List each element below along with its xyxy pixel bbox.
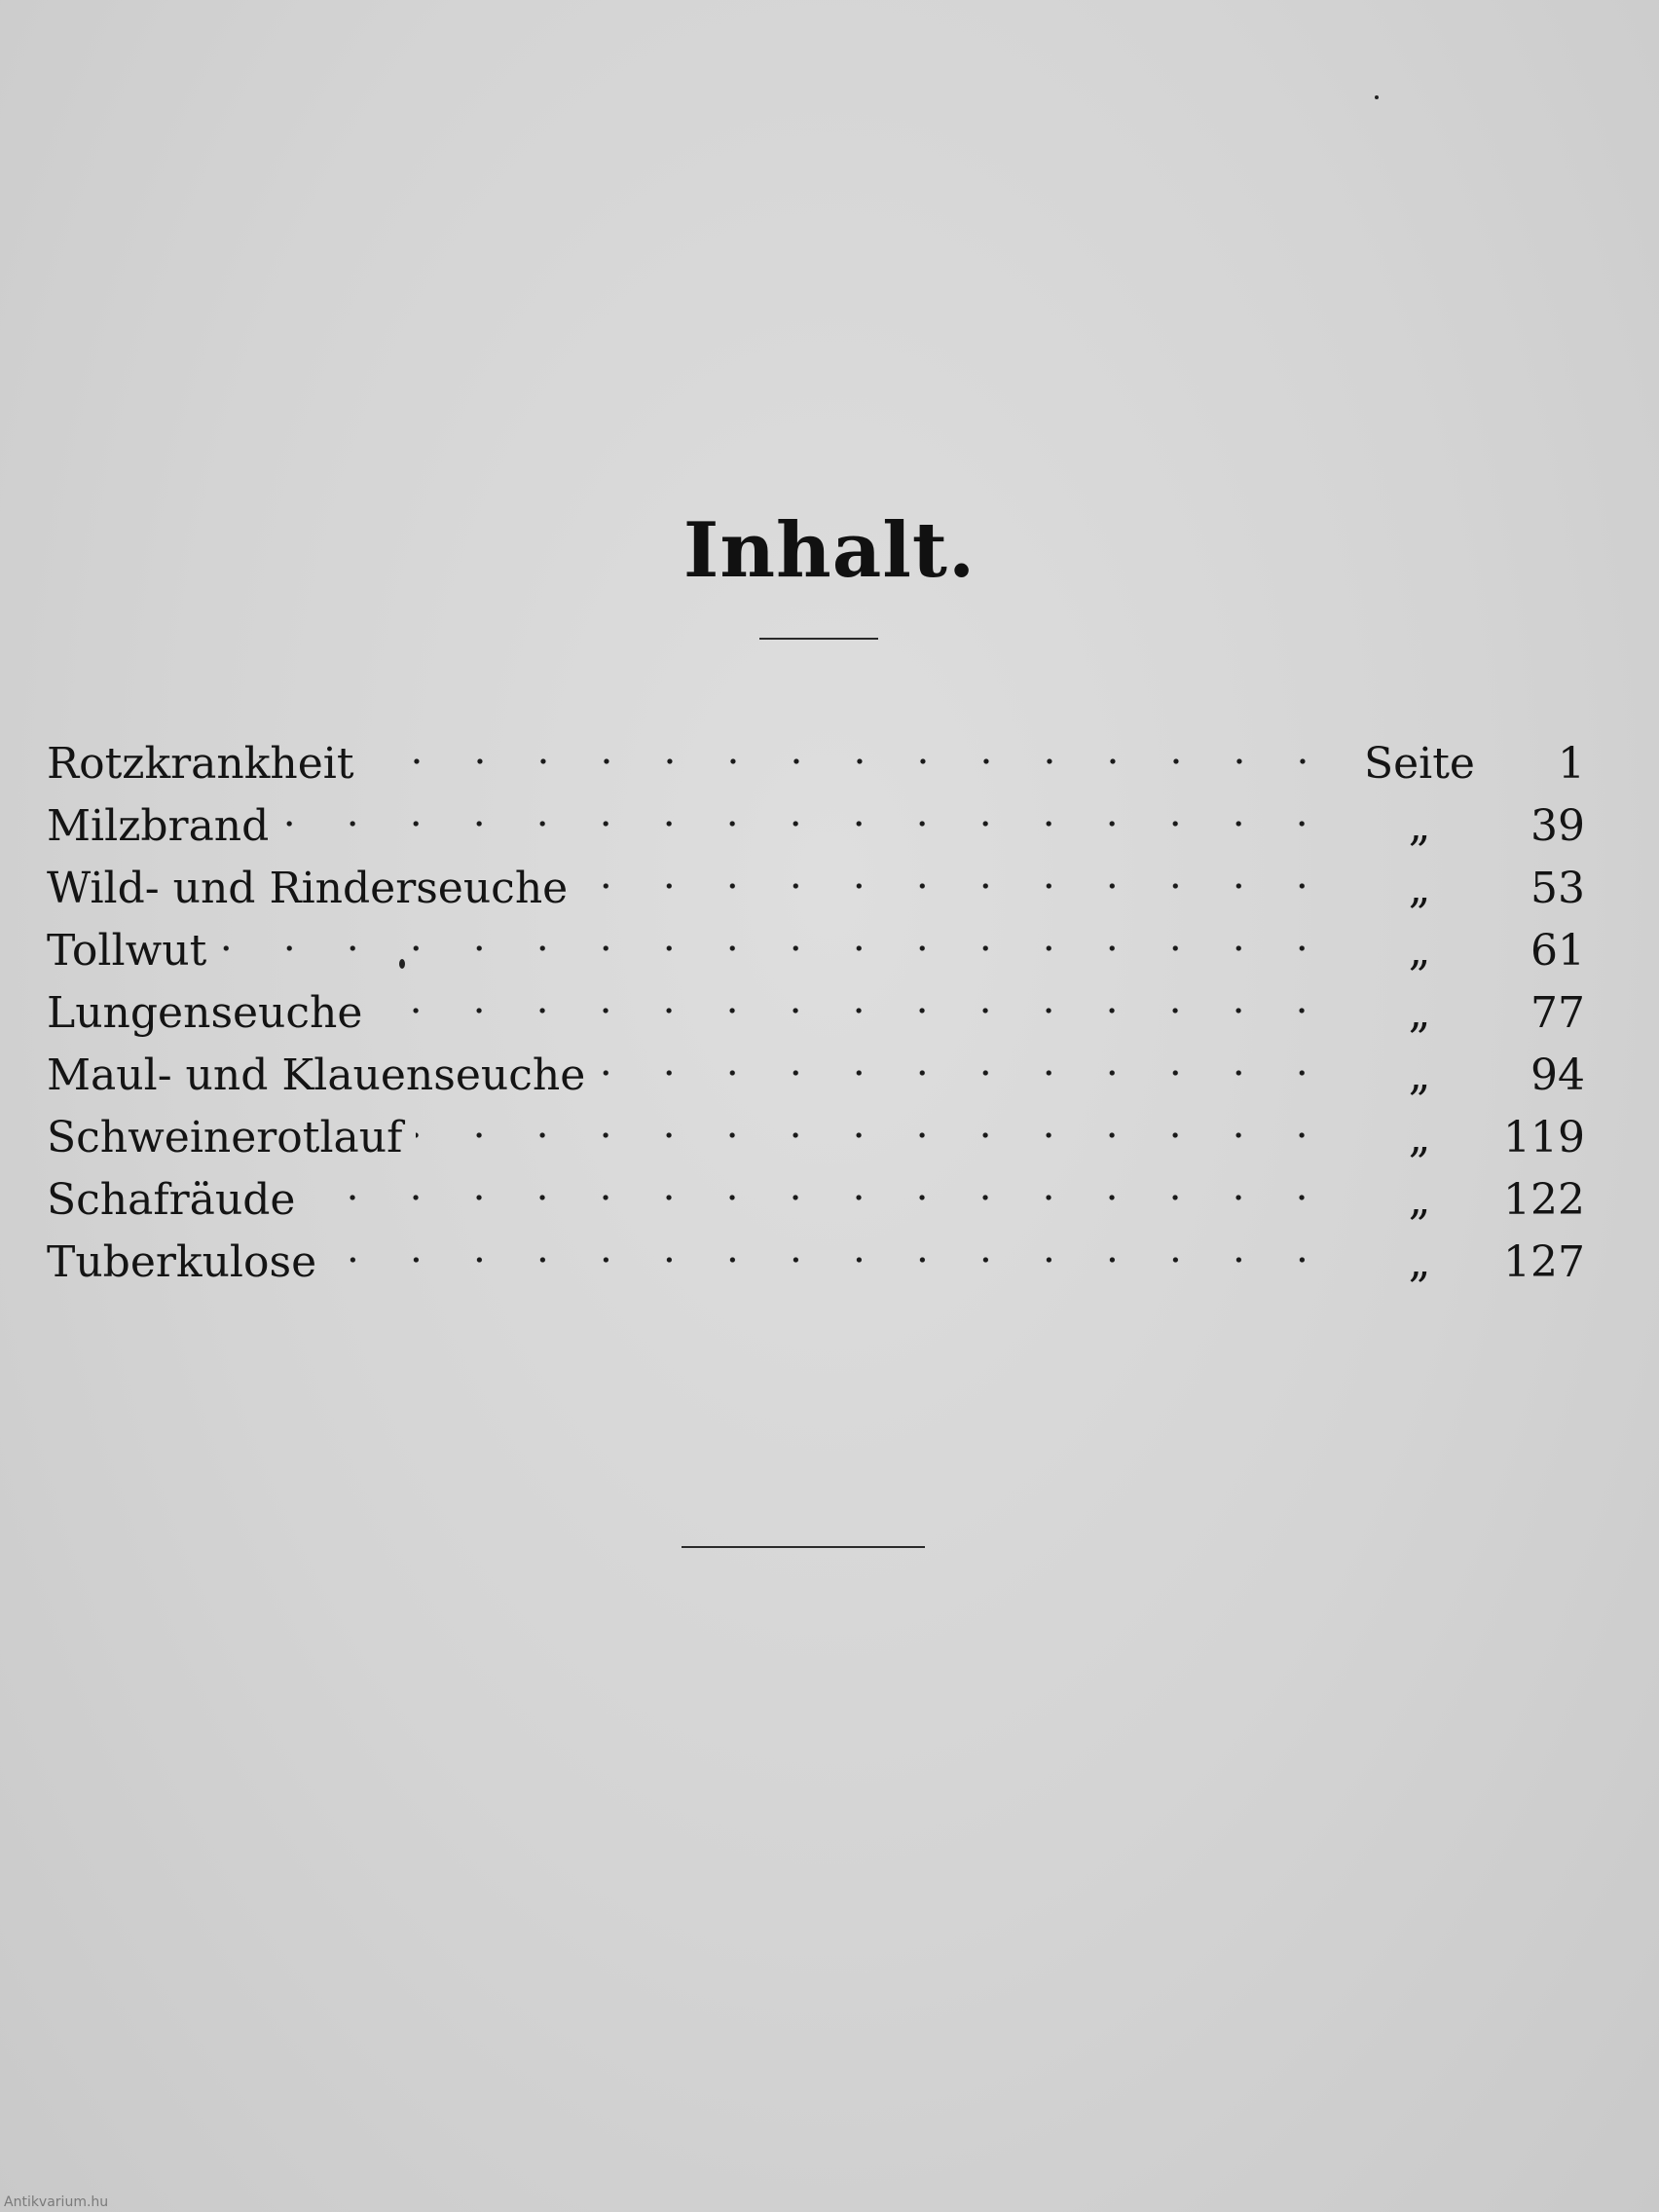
toc-page-number: 119 <box>1503 1113 1585 1162</box>
toc-row <box>47 716 1585 789</box>
dot-leader <box>416 1089 1334 1152</box>
toc-row <box>47 1089 1585 1162</box>
ink-speck <box>399 959 405 969</box>
table-of-contents <box>47 716 1585 1287</box>
dot-leader <box>368 716 1334 778</box>
toc-row <box>47 1027 1585 1100</box>
title-divider <box>759 638 878 640</box>
toc-entry-title: Schafräude <box>47 1175 296 1225</box>
toc-entry-title: Maul- und Klauenseuche <box>47 1051 586 1100</box>
toc-page-label: „ <box>1408 988 1431 1038</box>
toc-page-label: „ <box>1408 926 1431 976</box>
toc-row <box>47 840 1585 913</box>
toc-row <box>47 903 1585 976</box>
toc-page-label: „ <box>1408 1113 1431 1162</box>
dot-leader <box>376 965 1334 1027</box>
toc-page-number: 53 <box>1530 864 1585 913</box>
page-title: Inhalt. <box>682 506 977 595</box>
toc-entry-title: Schweinerotlauf <box>47 1113 403 1162</box>
toc-entry-title: Rotzkrankheit <box>47 739 354 789</box>
toc-page-number: 1 <box>1558 739 1585 789</box>
dot-leader <box>282 778 1334 840</box>
toc-row <box>47 778 1585 851</box>
toc-page-number: 127 <box>1503 1237 1585 1287</box>
toc-page-label: „ <box>1408 1051 1431 1100</box>
toc-page-label: Seite <box>1364 739 1475 789</box>
toc-page-label: „ <box>1408 801 1431 851</box>
toc-page-number: 122 <box>1503 1175 1585 1225</box>
toc-page-number: 94 <box>1530 1051 1585 1100</box>
watermark-text: Antikvarium.hu <box>4 2194 109 2210</box>
toc-entry-title: Tuberkulose <box>47 1237 317 1287</box>
toc-row <box>47 1152 1585 1225</box>
dot-leader <box>599 1027 1334 1089</box>
toc-page-label: „ <box>1408 1175 1431 1225</box>
dot-leader <box>309 1152 1334 1214</box>
toc-entry-title: Wild- und Rinderseuche <box>47 864 569 913</box>
ink-speck <box>1375 95 1379 99</box>
toc-page-label: „ <box>1408 1237 1431 1287</box>
dot-leader <box>220 903 1334 965</box>
end-divider <box>682 1546 925 1548</box>
toc-entry-title: Tollwut <box>47 926 207 976</box>
dot-leader <box>581 840 1334 903</box>
toc-entry-title: Milzbrand <box>47 801 270 851</box>
toc-row <box>47 1214 1585 1287</box>
toc-page-label: „ <box>1408 864 1431 913</box>
toc-entry-title: Lungenseuche <box>47 988 363 1038</box>
toc-page-number: 77 <box>1530 988 1585 1038</box>
toc-page-number: 39 <box>1530 801 1585 851</box>
dot-leader <box>330 1214 1334 1276</box>
toc-page-number: 61 <box>1530 926 1585 976</box>
toc-row <box>47 965 1585 1038</box>
